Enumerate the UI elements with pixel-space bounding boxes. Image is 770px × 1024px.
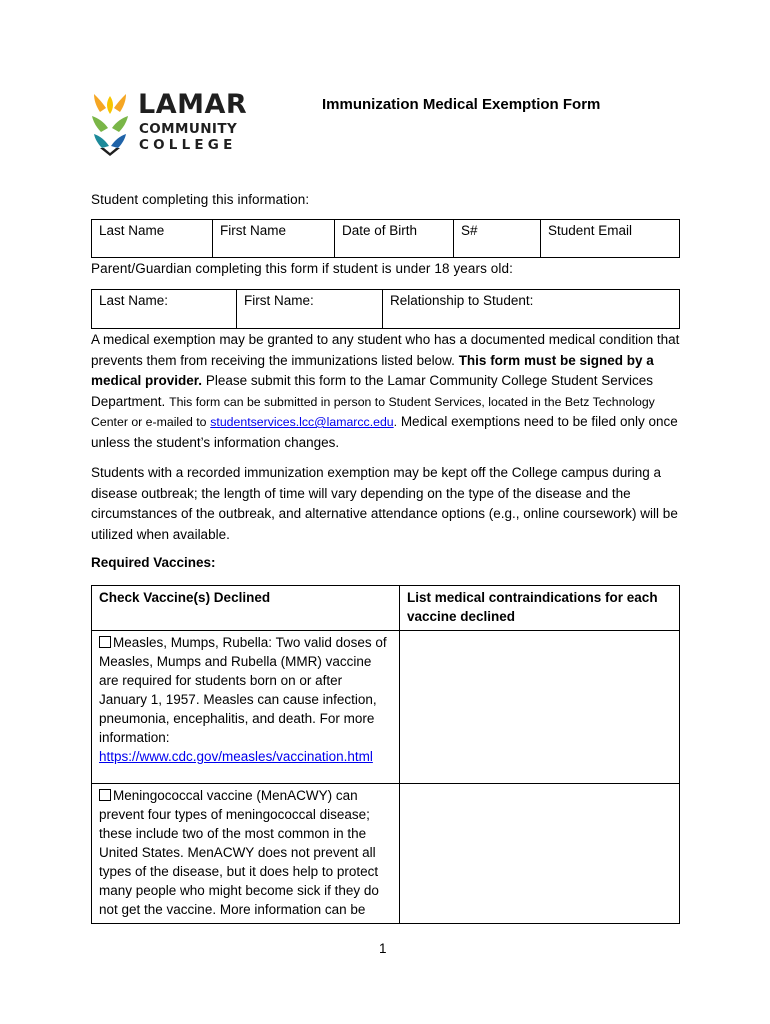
meningococcal-checkbox[interactable] bbox=[99, 789, 111, 801]
guardian-last-name-field[interactable]: Last Name: bbox=[92, 290, 237, 329]
required-vaccines-heading: Required Vaccines: bbox=[91, 555, 216, 570]
logo-wordmark-lamar: LAMAR bbox=[138, 89, 248, 120]
exemption-policy-paragraph bbox=[91, 330, 683, 453]
vaccine-table-header bbox=[92, 586, 680, 631]
student-dob-field[interactable]: Date of Birth bbox=[335, 220, 454, 258]
logo-wordmark-college: COLLEGE bbox=[139, 137, 237, 153]
guardian-first-name-field[interactable]: First Name: bbox=[237, 290, 383, 329]
policy-signature-requirement: This form must be signed by a medical provider. bbox=[91, 352, 654, 388]
leaf-emblem-icon bbox=[88, 90, 132, 156]
student-info-table bbox=[91, 219, 680, 258]
meningococcal-cell bbox=[92, 784, 400, 924]
student-last-name-field[interactable]: Last Name bbox=[92, 220, 213, 258]
college-logo bbox=[88, 90, 248, 158]
meningococcal-description: Meningococcal vaccine (MenACWY) can prevent four types of meningococcal disease; these include two of the most common in the United States. MenACWY does not prevent all types of the disease, but it does help to protect many people who might become sick if they do not get the vaccine. More information can be bbox=[99, 788, 379, 917]
mmr-info-link[interactable]: https://www.cdc.gov/measles/vaccination.html bbox=[99, 749, 373, 764]
student-services-email-link[interactable]: studentservices.lcc@lamarcc.edu bbox=[210, 415, 394, 429]
mmr-description: Measles, Mumps, Rubella: Two valid doses of Measles, Mumps and Rubella (MMR) vaccine are required for students born on or after January 1, 1957. Measles can cause infection, pneumonia, encephalitis, and death. For more information: bbox=[99, 635, 387, 745]
col-contraindications-header: List medical contraindications for each vaccine declined bbox=[400, 586, 680, 631]
mmr-checkbox[interactable] bbox=[99, 636, 111, 648]
vaccine-row-mmr bbox=[92, 631, 680, 784]
policy-text-4: This form can be submitted in person to Student Services, located in the Betz Technology Center or e-mailed to bbox=[91, 394, 655, 429]
vaccine-table bbox=[91, 585, 680, 924]
vaccine-row-meningococcal bbox=[92, 784, 680, 924]
policy-text-3: Please submit this form to the Lamar Community College Student Services Department. bbox=[91, 373, 654, 409]
meningococcal-contraindications-field[interactable] bbox=[400, 784, 680, 924]
student-email-field[interactable]: Student Email bbox=[541, 220, 680, 258]
policy-text-5: . bbox=[393, 415, 398, 429]
mmr-cell bbox=[92, 631, 400, 784]
student-first-name-field[interactable]: First Name bbox=[213, 220, 335, 258]
outbreak-policy-paragraph: Students with a recorded immunization exemption may be kept off the College campus during a disease outbreak; the length of time will vary depending on the type of the disease and the circumstances of the outbreak, and alternative attendance options (e.g., online coursework) will be utilized when available. bbox=[91, 465, 678, 542]
student-id-field[interactable]: S# bbox=[454, 220, 541, 258]
mmr-contraindications-field[interactable] bbox=[400, 631, 680, 784]
col-vaccines-declined-header: Check Vaccine(s) Declined bbox=[92, 586, 400, 631]
page-number: 1 bbox=[379, 941, 387, 956]
logo-wordmark-community: COMMUNITY bbox=[139, 121, 238, 137]
policy-text-1: A medical exemption may be granted to any student who has a documented medical condition that prevents them from receiving the immunizations listed below. bbox=[91, 332, 680, 368]
guardian-info-table bbox=[91, 289, 680, 329]
guardian-section-label: Parent/Guardian completing this form if student is under 18 years old: bbox=[91, 261, 513, 276]
policy-text-6: Medical exemptions need to be filed only once unless the student’s information changes. bbox=[91, 414, 678, 450]
form-title: Immunization Medical Exemption Form bbox=[322, 96, 601, 113]
student-section-label: Student completing this information: bbox=[91, 192, 310, 207]
guardian-relationship-field[interactable]: Relationship to Student: bbox=[383, 290, 680, 329]
